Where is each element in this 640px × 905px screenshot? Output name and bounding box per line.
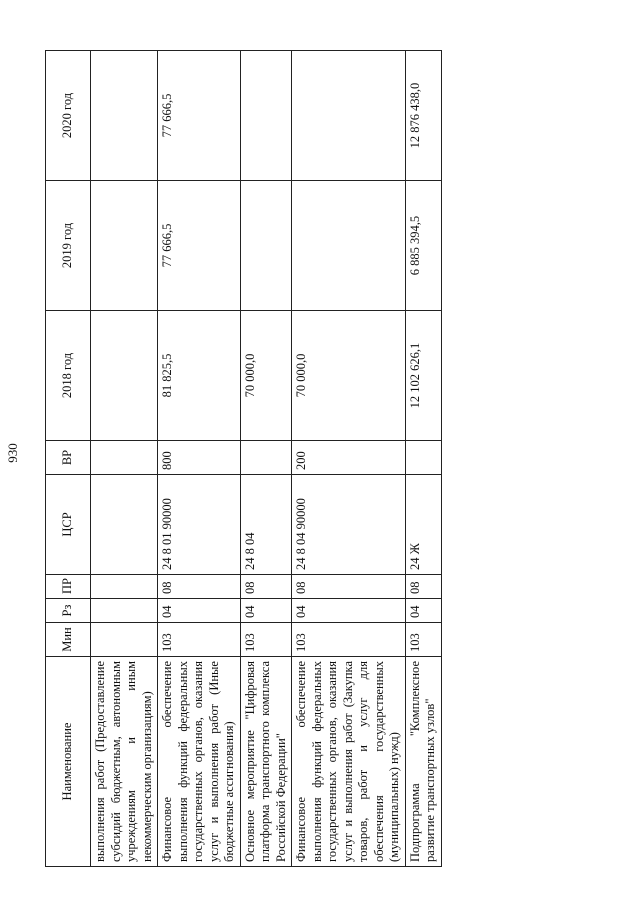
row-csr: [91, 475, 158, 575]
budget-table: [45, 50, 442, 867]
row-2019: 77 666,5: [158, 181, 241, 311]
row-2020: [91, 51, 158, 181]
row-rz: 04: [240, 599, 292, 623]
row-vr: [91, 441, 158, 475]
table-row: [292, 51, 406, 867]
header-vr: ВР: [46, 441, 91, 475]
header-name: Наименование: [46, 657, 91, 867]
row-csr: 24 8 04: [240, 475, 292, 575]
header-min: Мин: [46, 623, 91, 657]
row-pr: [91, 575, 158, 599]
row-2018: 70 000,0: [240, 311, 292, 441]
table-row: [240, 51, 292, 867]
header-rz: Рз: [46, 599, 91, 623]
rotated-page: [45, 37, 585, 867]
row-2018: [91, 311, 158, 441]
row-2020: 77 666,5: [158, 51, 241, 181]
header-2018: 2018 год: [46, 311, 91, 441]
table-row: [405, 51, 441, 867]
row-2020: 12 876 438,0: [405, 51, 441, 181]
row-pr: 08: [158, 575, 241, 599]
row-2019: [91, 181, 158, 311]
row-name: Основное мероприятие "Цифровая платформа транспортного комплекса Российской Федерации": [240, 657, 292, 867]
table-row: [91, 51, 158, 867]
row-2018: 12 102 626,1: [405, 311, 441, 441]
row-2019: 6 885 394,5: [405, 181, 441, 311]
header-2020: 2020 год: [46, 51, 91, 181]
row-vr: 800: [158, 441, 241, 475]
row-csr: 24 8 04 90000: [292, 475, 406, 575]
row-2020: [240, 51, 292, 181]
row-pr: 08: [292, 575, 406, 599]
row-min: 103: [240, 623, 292, 657]
table-row: [158, 51, 241, 867]
row-vr: [405, 441, 441, 475]
row-name: Финансовое обеспечение выполнения функций федеральных государственных органов, оказания услуг и выполнения работ (Иные бюджетные ассигнования): [158, 657, 241, 867]
row-rz: 04: [292, 599, 406, 623]
row-vr: 200: [292, 441, 406, 475]
row-rz: 04: [158, 599, 241, 623]
budget-sheet: [45, 37, 585, 867]
row-2019: [240, 181, 292, 311]
row-2019: [292, 181, 406, 311]
header-csr: ЦСР: [46, 475, 91, 575]
row-min: 103: [405, 623, 441, 657]
row-name: Подпрограмма "Комплексное развитие транспортных узлов": [405, 657, 441, 867]
header-pr: ПР: [46, 575, 91, 599]
header-2019: 2019 год: [46, 181, 91, 311]
page-number-text: 930: [4, 443, 20, 463]
row-2020: [292, 51, 406, 181]
row-min: [91, 623, 158, 657]
row-csr: 24 8 01 90000: [158, 475, 241, 575]
row-name: выполнения работ (Предоставление субсидий бюджетным, автономным учреждениям и иным некоммерческим организациям): [91, 657, 158, 867]
row-rz: 04: [405, 599, 441, 623]
row-vr: [240, 441, 292, 475]
row-2018: 81 825,5: [158, 311, 241, 441]
row-min: 103: [292, 623, 406, 657]
table-header-row: [46, 51, 91, 867]
row-2018: 70 000,0: [292, 311, 406, 441]
row-csr: 24 Ж: [405, 475, 441, 575]
row-pr: 08: [240, 575, 292, 599]
row-pr: 08: [405, 575, 441, 599]
row-rz: [91, 599, 158, 623]
page-number: [0, 441, 25, 465]
row-name: Финансовое обеспечение выполнения функций федеральных государственных органов, оказания услуг и выполнения работ (Закупка товаров, работ и услуг для обеспечения государственных (муниципальных) нужд): [292, 657, 406, 867]
row-min: 103: [158, 623, 241, 657]
